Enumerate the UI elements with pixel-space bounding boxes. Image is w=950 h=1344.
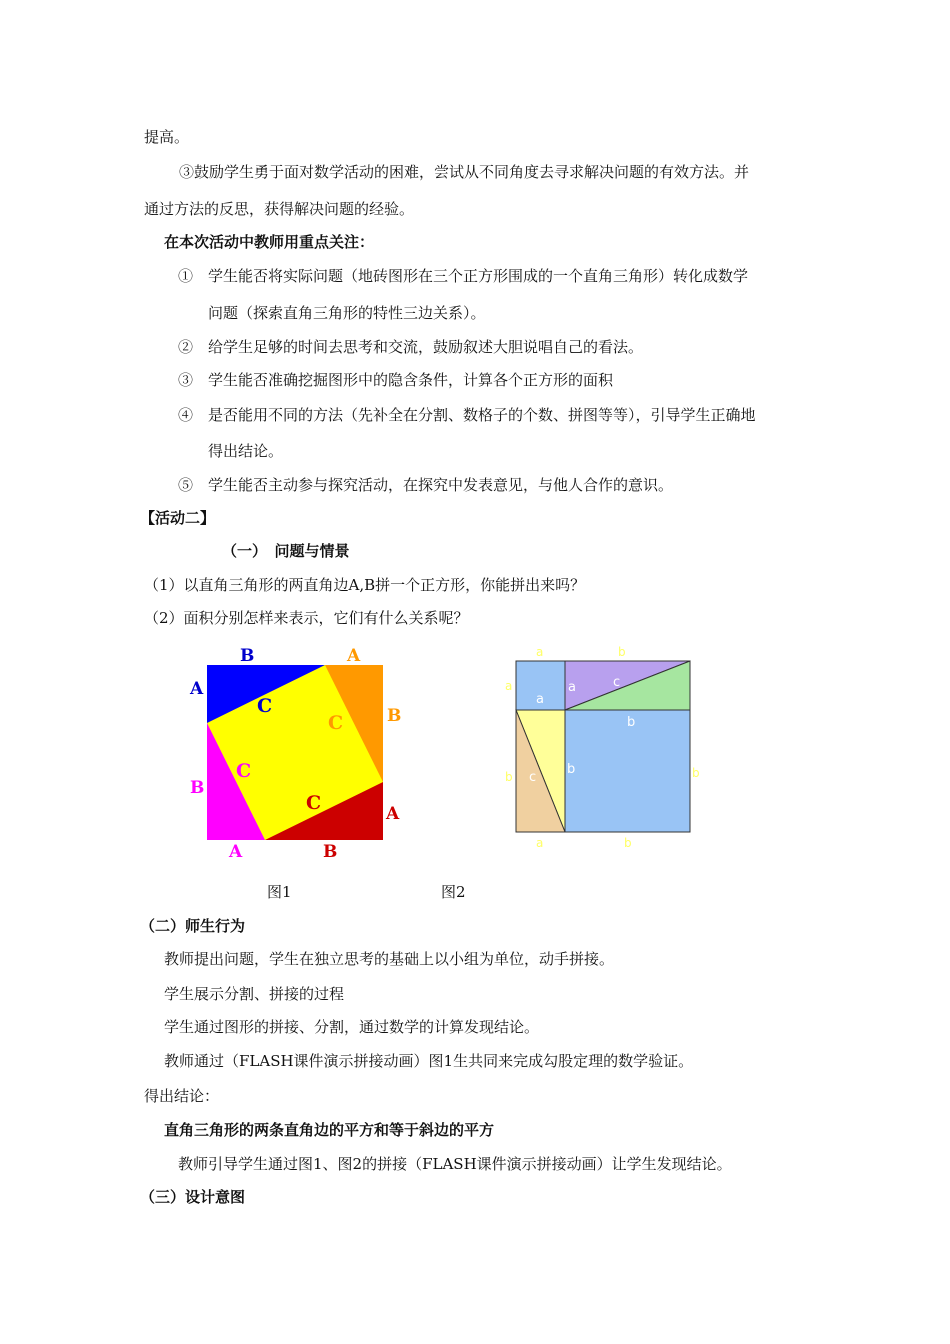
fig1-label-a-right: A bbox=[386, 804, 400, 824]
fig2-label-a-side: a bbox=[568, 680, 576, 695]
text-line-2: ③鼓励学生勇于面对数学活动的困难，尝试从不同角度去寻求解决问题的有效方法。并 bbox=[179, 163, 750, 181]
fig1-label-b-bottom: B bbox=[323, 842, 338, 862]
fig1-label-a-bottom: A bbox=[229, 842, 243, 862]
focus-item-1: ① 学生能否将实际问题（地砖图形在三个正方形围成的一个直角三角形）转化成数学 bbox=[178, 267, 749, 285]
activity-two-heading: 【活动二】 bbox=[140, 509, 216, 527]
guide-line: 教师引导学生通过图1、图2的拼接（FLASH课件演示拼接动画）让学生发现结论。 bbox=[178, 1155, 732, 1173]
fig2-label-a-inside: a bbox=[536, 692, 544, 707]
behavior-line-4: 教师通过（FLASH课件演示拼接动画）图1生共同来完成勾股定理的数学验证。 bbox=[164, 1052, 694, 1070]
focus-item-1-cont: 问题（探索直角三角形的特性三边关系）。 bbox=[208, 304, 486, 322]
behavior-line-1: 教师提出问题，学生在独立思考的基础上以小组为单位，动手拼接。 bbox=[164, 950, 615, 968]
question-1: （1）以直角三角形的两直角边A,B拼一个正方形，你能拼出来吗？ bbox=[144, 576, 586, 594]
fig2-label-b-inside: b bbox=[567, 762, 576, 777]
fig1-label-b-right: B bbox=[387, 706, 402, 726]
focus-item-4: ④ 是否能用不同的方法（先补全在分割、数格子的个数、拼图等等），引导学生正确地 bbox=[178, 406, 756, 424]
behavior-line-3: 学生通过图形的拼接、分割，通过数学的计算发现结论。 bbox=[164, 1018, 540, 1036]
focus-item-5: ⑤ 学生能否主动参与探究活动，在探究中发表意见，与他人合作的意识。 bbox=[178, 476, 674, 494]
fig1-label-c-3: C bbox=[236, 760, 252, 782]
fig1-label-a-top: A bbox=[347, 646, 361, 666]
focus-heading: 在本次活动中教师用重点关注： bbox=[164, 233, 375, 251]
fig2-label-b-top: b bbox=[618, 645, 626, 659]
text-line-1: 提高。 bbox=[144, 128, 190, 146]
focus-item-2: ② 给学生足够的时间去思考和交流，鼓励叙述大胆说唱自己的看法。 bbox=[178, 338, 644, 356]
figure-2-caption: 图2 bbox=[441, 883, 466, 901]
focus-item-3: ③ 学生能否准确挖掘图形中的隐含条件，计算各个正方形的面积 bbox=[178, 371, 614, 389]
fig1-label-c-4: C bbox=[306, 792, 322, 814]
fig1-label-b-left: B bbox=[190, 778, 205, 798]
conclusion-statement: 直角三角形的两条直角边的平方和等于斜边的平方 bbox=[164, 1121, 495, 1139]
fig2-label-b-left: b bbox=[505, 770, 513, 784]
fig1-label-a-left: A bbox=[190, 679, 204, 699]
fig2-label-a-left: a bbox=[505, 679, 513, 693]
text-line-3: 通过方法的反思，获得解决问题的经验。 bbox=[144, 200, 415, 218]
section-three-heading: （三）设计意图 bbox=[140, 1188, 246, 1206]
section-one-heading: （一） 问题与情景 bbox=[222, 542, 350, 560]
figure-1 bbox=[185, 640, 415, 865]
conclusion-label: 得出结论： bbox=[144, 1087, 220, 1105]
focus-item-4-cont: 得出结论。 bbox=[208, 442, 284, 460]
fig2-label-a-bottom: a bbox=[536, 836, 544, 850]
fig1-label-c-1: C bbox=[257, 695, 273, 717]
fig2-label-b-right: b bbox=[692, 766, 700, 780]
question-2: （2）面积分别怎样来表示，它们有什么关系呢？ bbox=[144, 609, 469, 627]
fig1-label-c-2: C bbox=[328, 712, 344, 734]
fig1-label-b-top: B bbox=[240, 646, 255, 666]
fig2-label-a-top: a bbox=[536, 645, 544, 659]
section-two-heading: （二）师生行为 bbox=[140, 917, 246, 935]
fig2-label-b-bottom: b bbox=[624, 836, 632, 850]
figure-2 bbox=[495, 640, 710, 855]
fig2-label-c-left: c bbox=[529, 770, 537, 785]
fig2-label-b-mid: b bbox=[627, 715, 636, 730]
behavior-line-2: 学生展示分割、拼接的过程 bbox=[164, 985, 345, 1003]
figure-1-caption: 图1 bbox=[267, 883, 292, 901]
fig2-label-c-top: c bbox=[613, 675, 621, 690]
